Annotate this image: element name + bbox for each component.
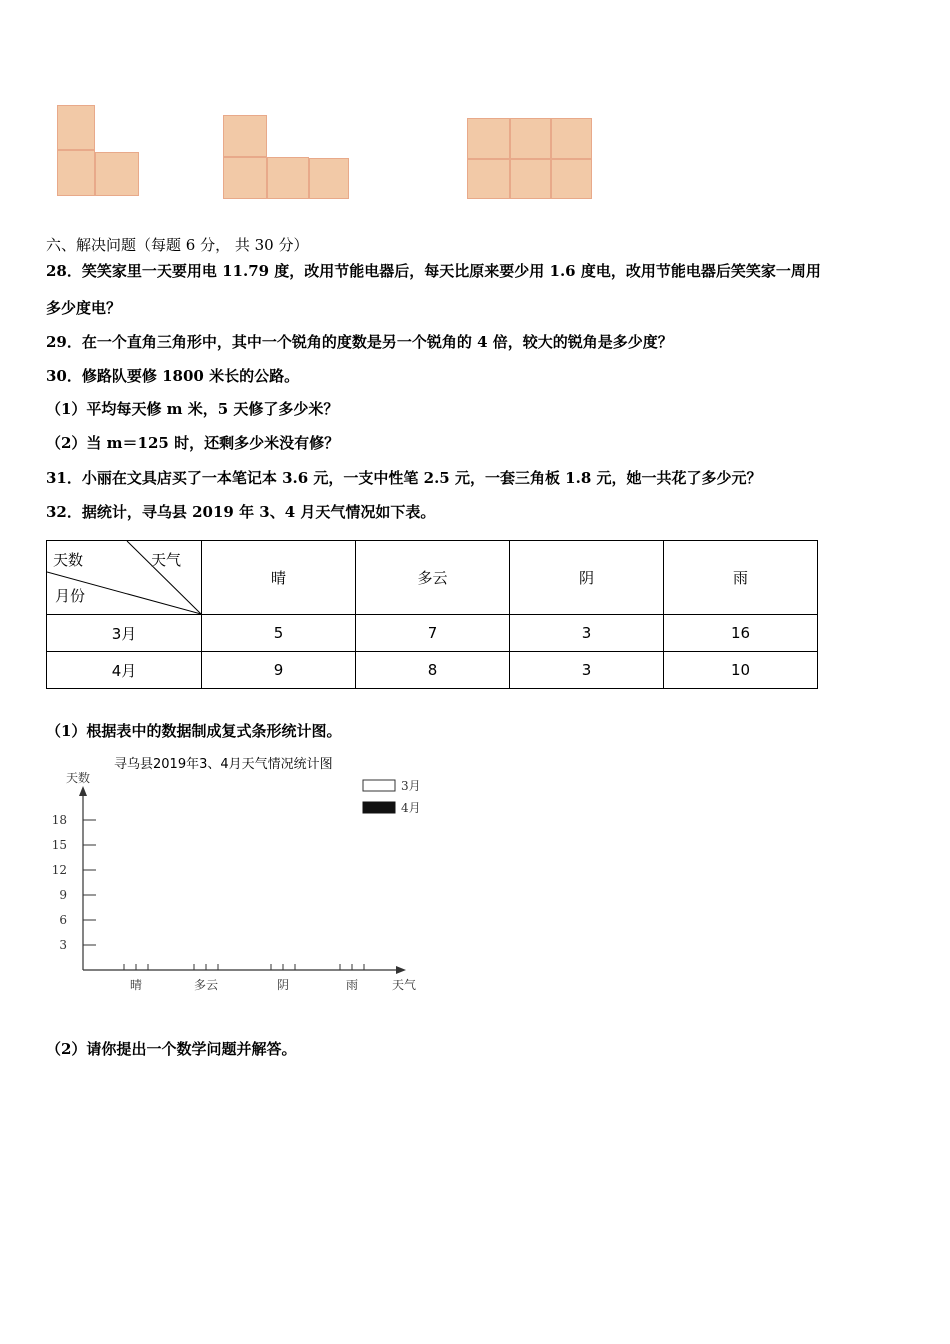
square-tile (57, 105, 95, 150)
square-tile (95, 152, 139, 196)
weather-bar-chart (40, 748, 460, 998)
corner-label-right: 天气 (151, 551, 182, 569)
x-axis-arrow (396, 966, 406, 974)
x-axis-label: 天气 (392, 978, 417, 992)
table-month-cell: 3月 (47, 615, 202, 652)
table-value-cell: 16 (664, 615, 818, 652)
weather-table (46, 540, 818, 689)
square-tile (57, 150, 95, 196)
problem-31: 31．小丽在文具店买了一本笔记本 3.6 元，一支中性笔 2.5 元，一套三角板 1.8 元，她一共花了多少元？ (46, 469, 762, 487)
corner-label-bottom: 月份 (55, 587, 86, 605)
square-tile (467, 118, 510, 159)
y-tick-label: 9 (59, 888, 67, 902)
corner-label-top: 天数 (53, 551, 84, 569)
legend-label-march: 3月 (401, 779, 421, 793)
problem-30: 30．修路队要修 1800 米长的公路。 (46, 367, 300, 385)
problem-32: 32．据统计，寻乌县 2019 年 3、4 月天气情况如下表。 (46, 503, 436, 521)
y-tick-label: 3 (59, 938, 67, 952)
table-value-cell: 3 (510, 615, 664, 652)
y-axis-arrow (79, 786, 87, 796)
square-tile (467, 159, 510, 199)
table-month-cell: 4月 (47, 652, 202, 689)
table-header-cell: 阴 (510, 541, 664, 615)
table-header-cell: 晴 (202, 541, 356, 615)
legend-swatch-march (363, 780, 395, 791)
problem-32-q2: （2）请你提出一个数学问题并解答。 (46, 1040, 297, 1058)
problem-29: 29．在一个直角三角形中，其中一个锐角的度数是另一个锐角的 4 倍，较大的锐角是多少度？ (46, 333, 673, 351)
square-tile (223, 157, 267, 199)
square-tile (551, 159, 592, 199)
legend-label-april: 4月 (401, 801, 421, 815)
y-tick-label: 15 (51, 838, 67, 852)
problem-28-line1: 28．笑笑家里一天要用电 11.79 度，改用节能电器后，每天比原来要少用 1.6 度电，改用节能电器后笑笑家一周用 (46, 262, 821, 280)
section-title: 六、解决问题（每题 6 分， 共 30 分） (46, 236, 309, 254)
square-tile (551, 118, 592, 159)
chart-title: 寻乌县2019年3、4月天气情况统计图 (114, 757, 333, 772)
y-tick-label: 12 (51, 863, 67, 877)
problem-30-q1: （1）平均每天修 m 米，5 天修了多少米？ (46, 400, 339, 418)
table-value-cell: 8 (356, 652, 510, 689)
x-tick-label: 阴 (276, 978, 290, 992)
table-value-cell: 5 (202, 615, 356, 652)
y-axis-label: 天数 (66, 771, 91, 785)
table-header-row (47, 541, 818, 615)
table-value-cell: 7 (356, 615, 510, 652)
square-tile (223, 115, 267, 157)
x-tick-label: 雨 (345, 978, 359, 992)
y-tick-label: 18 (51, 813, 67, 827)
table-row (47, 652, 818, 689)
square-tile (267, 157, 309, 199)
table-value-cell: 9 (202, 652, 356, 689)
problem-30-q2: （2）当 m＝125 时，还剩多少米没有修？ (46, 434, 340, 452)
table-value-cell: 3 (510, 652, 664, 689)
problem-32-q1: （1）根据表中的数据制成复式条形统计图。 (46, 722, 342, 740)
table-header-cell: 雨 (664, 541, 818, 615)
table-row (47, 615, 818, 652)
square-tile (510, 159, 551, 199)
problem-28-line2: 多少度电？ (46, 299, 122, 317)
x-tick-label: 晴 (129, 978, 143, 992)
table-value-cell: 10 (664, 652, 818, 689)
x-tick-label: 多云 (193, 978, 219, 992)
square-tile (510, 118, 551, 159)
square-tile (309, 158, 349, 199)
legend-swatch-april (363, 802, 395, 813)
table-corner-cell (47, 541, 202, 615)
table-header-cell: 多云 (356, 541, 510, 615)
y-tick-label: 6 (59, 913, 67, 927)
